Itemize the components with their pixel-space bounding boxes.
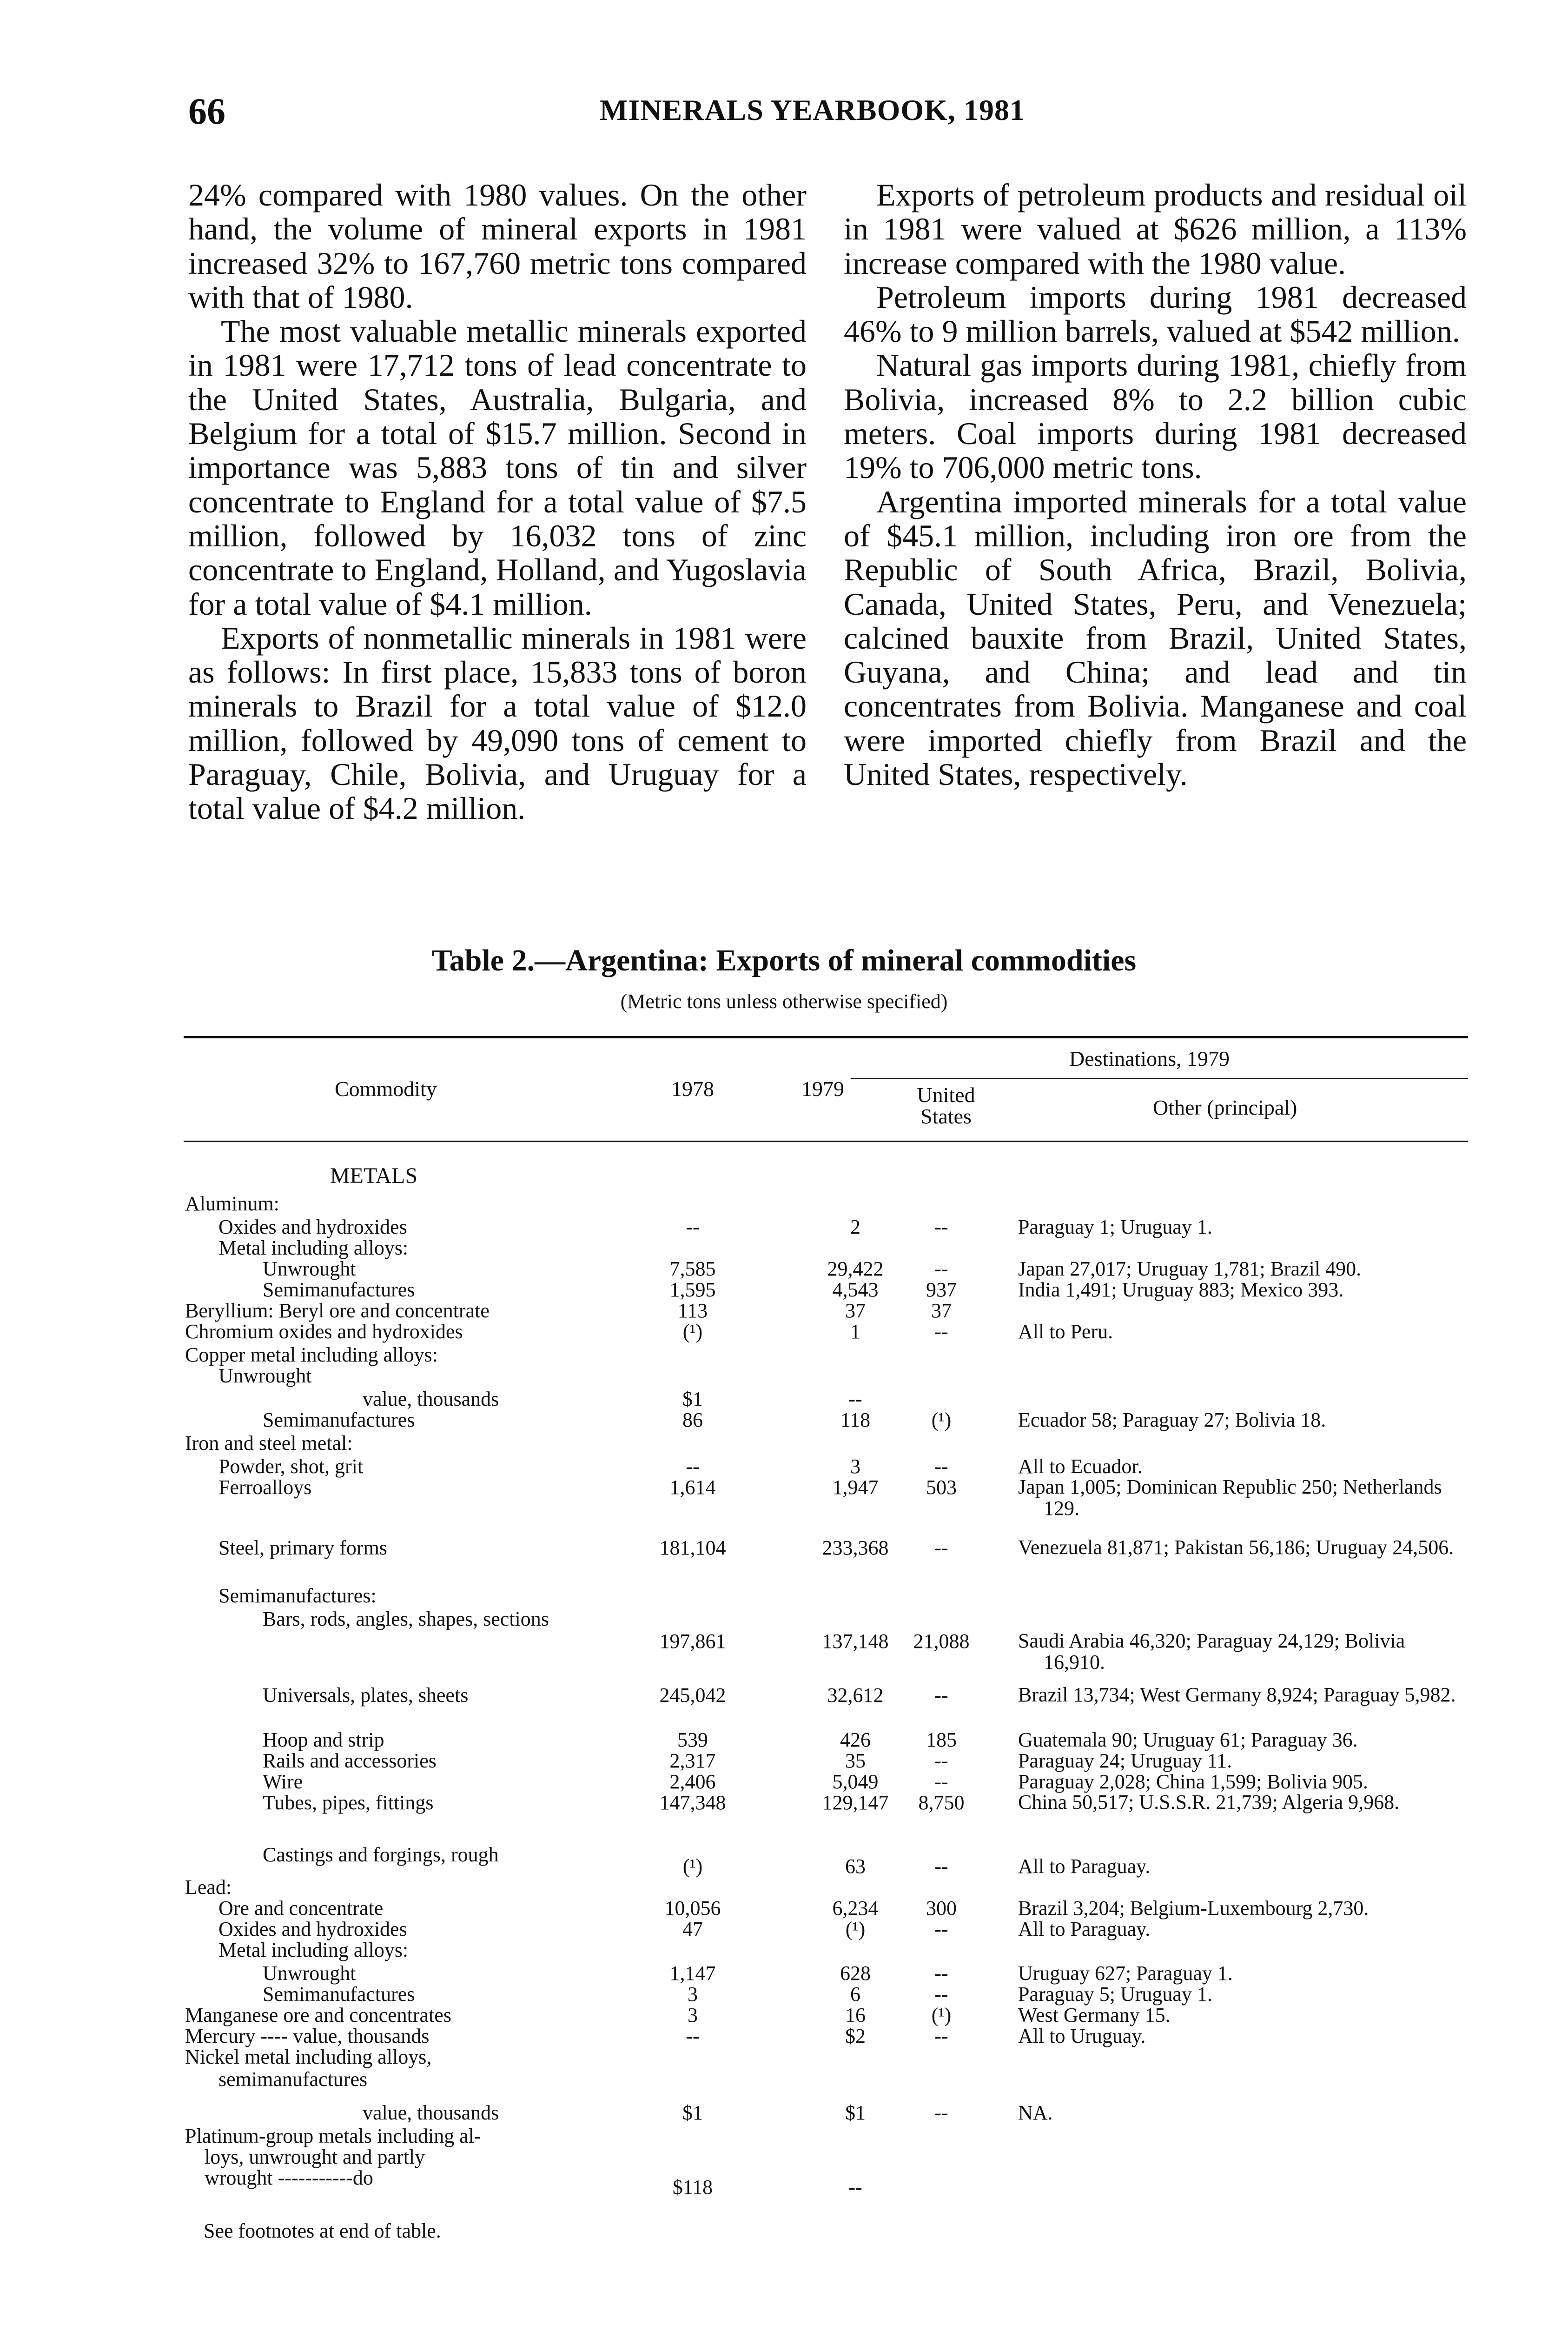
cell-1978: 7,585: [669, 1257, 716, 1280]
cell-other: Guatemala 90; Uruguay 61; Paraguay 36.: [1018, 1728, 1358, 1751]
cell-1978: --: [686, 1455, 700, 1478]
cell-1978: 2,406: [669, 1770, 716, 1793]
header-other-principal: Other (principal): [1153, 1096, 1297, 1119]
table-top-rule: [184, 1036, 1468, 1038]
table-row-label: Iron and steel metal:: [185, 1432, 353, 1455]
cell-united-states: 503: [926, 1476, 957, 1499]
table-row-label: Beryllium: Beryl ore and concentrate: [185, 1299, 490, 1322]
cell-1978: $118: [672, 2176, 713, 2199]
table-row-label: Platinum-group metals including al-: [185, 2125, 481, 2147]
table-row-label: value, thousands: [363, 2101, 499, 2124]
cell-other: Japan 27,017; Uruguay 1,781; Brazil 490.: [1018, 1257, 1362, 1280]
cell-1979: 129,147: [822, 1791, 889, 1814]
cell-united-states: --: [934, 1749, 948, 1772]
table-row-label: Unwrought: [263, 1962, 356, 1985]
table-row-label: Nickel metal including alloys,: [185, 2046, 432, 2068]
cell-1979: 4,543: [832, 1278, 879, 1301]
cell-1979: 3: [850, 1455, 860, 1478]
table-row-label: Semimanufactures:: [218, 1584, 377, 1607]
cell-1979: 1: [850, 1320, 860, 1343]
table-row-label: Unwrought: [218, 1364, 312, 1387]
cell-united-states: --: [934, 2101, 948, 2124]
header-bottom-rule: [184, 1141, 1468, 1142]
cell-other: Paraguay 1; Uruguay 1.: [1018, 1216, 1212, 1238]
cell-1979: 35: [845, 1749, 866, 1772]
cell-1979: --: [848, 1388, 862, 1410]
table-row-label: value, thousands: [363, 1388, 499, 1410]
cell-other: Uruguay 627; Paraguay 1.: [1018, 1962, 1233, 1985]
table-row-label: Mercury ---- value, thousands: [185, 2025, 430, 2047]
cell-united-states: 8,750: [918, 1791, 965, 1814]
header-commodity: Commodity: [335, 1077, 437, 1101]
cell-other: Paraguay 24; Uruguay 11.: [1018, 1749, 1232, 1772]
cell-1978: 147,348: [659, 1791, 726, 1814]
table-row-label: Chromium oxides and hydroxides: [185, 1320, 463, 1343]
cell-united-states: --: [934, 1320, 948, 1343]
table-footnote: See footnotes at end of table.: [204, 2219, 441, 2242]
cell-united-states: 37: [931, 1299, 952, 1322]
cell-united-states: --: [934, 1983, 948, 2006]
running-head: MINERALS YEARBOOK, 1981: [600, 93, 1025, 126]
cell-1979: 37: [845, 1299, 866, 1322]
cell-1979: 5,049: [832, 1770, 879, 1793]
cell-united-states: 300: [926, 1897, 957, 1920]
paragraph: Argentina imported minerals for a total value of $45.1 million, including iron ore from the Republic of South Africa, Brazil, Bolivia, Canada, United States, Peru, and Venezuela; calcined bauxite from Brazil, United States, Guyana, and China; and lead and tin concentrates from Bolivia. Manganese and coal were imported chiefly from Brazil and the United States, respectively.: [844, 484, 1467, 792]
cell-other: All to Uruguay.: [1018, 2025, 1146, 2047]
table-row-label: Steel, primary forms: [218, 1536, 387, 1559]
cell-other: Venezuela 81,871; Pakistan 56,186; Uruguay 24,506.: [1018, 1536, 1454, 1559]
cell-united-states: (¹): [931, 2004, 952, 2026]
paragraph: Exports of petroleum products and residual oil in 1981 were valued at $626 million, a 113% increase compared with the 1980 value.: [844, 177, 1467, 281]
cell-united-states: --: [934, 1918, 948, 1940]
cell-1979: 32,612: [827, 1684, 884, 1707]
table-row-label: Metal including alloys:: [218, 1939, 409, 1961]
header-1979: 1979: [801, 1077, 844, 1101]
cell-united-states: 937: [926, 1278, 957, 1301]
table-row-label: Semimanufactures: [263, 1983, 415, 2006]
cell-1979: (¹): [845, 1918, 866, 1940]
cell-1978: 1,614: [669, 1476, 716, 1499]
cell-other: Paraguay 5; Uruguay 1.: [1018, 1983, 1212, 2006]
cell-1978: 10,056: [664, 1897, 721, 1920]
destinations-rule: [851, 1078, 1468, 1079]
table-subtitle: (Metric tons unless otherwise specified): [620, 990, 948, 1013]
table-row-label: Oxides and hydroxides: [218, 1216, 407, 1238]
cell-1979: 1,947: [832, 1476, 879, 1499]
header-1978: 1978: [671, 1077, 714, 1101]
cell-1979: 426: [840, 1728, 871, 1751]
cell-1979: 63: [845, 1855, 866, 1878]
cell-united-states: --: [934, 1770, 948, 1793]
table-row-label: Bars, rods, angles, shapes, sections: [263, 1608, 549, 1630]
cell-united-states: (¹): [931, 1408, 952, 1431]
cell-other: China 50,517; U.S.S.R. 21,739; Algeria 9,968.: [1018, 1791, 1400, 1814]
left-text-column: [188, 178, 807, 826]
cell-1978: 113: [677, 1299, 708, 1322]
cell-other: Paraguay 2,028; China 1,599; Bolivia 905.: [1018, 1770, 1368, 1793]
table-row-label: wrought -----------do: [205, 2166, 373, 2189]
cell-other: India 1,491; Uruguay 883; Mexico 393.: [1018, 1278, 1344, 1301]
table-row-label: Aluminum:: [185, 1192, 279, 1215]
table-row-label: Ferroalloys: [218, 1476, 312, 1499]
table-row-label: Ore and concentrate: [218, 1897, 384, 1920]
cell-other: All to Peru.: [1018, 1320, 1113, 1343]
table-row-label: Castings and forgings, rough: [263, 1843, 499, 1866]
cell-1979: 118: [840, 1408, 871, 1431]
cell-1979: $1: [845, 2101, 866, 2124]
cell-other: All to Paraguay.: [1018, 1918, 1151, 1940]
cell-1979: 6: [850, 1983, 860, 2006]
table-title: Table 2.—Argentina: Exports of mineral commodities: [431, 943, 1137, 977]
table-row-label: Wire: [263, 1770, 303, 1793]
cell-1979: 29,422: [827, 1257, 884, 1280]
cell-other: Brazil 3,204; Belgium-Luxembourg 2,730.: [1018, 1897, 1369, 1920]
cell-1978: 245,042: [659, 1684, 726, 1707]
cell-1979: 628: [840, 1962, 871, 1985]
cell-1978: 47: [682, 1918, 703, 1940]
section-heading: METALS: [330, 1163, 418, 1188]
cell-united-states: --: [934, 1962, 948, 1985]
cell-1978: --: [686, 1216, 700, 1238]
cell-united-states: 185: [926, 1728, 957, 1751]
cell-1979: 2: [850, 1216, 860, 1238]
table-row-label: Lead:: [185, 1876, 232, 1899]
cell-1978: 1,595: [669, 1278, 716, 1301]
paragraph: Petroleum imports during 1981 decreased 46% to 9 million barrels, valued at $542 million.: [844, 279, 1467, 349]
cell-1979: 233,368: [822, 1536, 889, 1559]
table-row-label: Rails and accessories: [263, 1749, 437, 1772]
table-row-label: Oxides and hydroxides: [218, 1918, 407, 1940]
right-text-column: [844, 178, 1467, 791]
cell-united-states: --: [934, 1257, 948, 1280]
cell-1978: 3: [688, 1983, 698, 2006]
cell-united-states: --: [934, 1536, 948, 1559]
table-row-label: Universals, plates, sheets: [263, 1684, 469, 1707]
cell-1978: 3: [688, 2004, 698, 2026]
cell-united-states: --: [934, 2025, 948, 2047]
cell-1978: $1: [682, 1388, 703, 1410]
cell-1978: --: [686, 2025, 700, 2047]
cell-other: West Germany 15.: [1018, 2004, 1171, 2026]
cell-united-states: --: [934, 1855, 948, 1878]
cell-united-states: --: [934, 1455, 948, 1478]
cell-1978: (¹): [682, 1855, 703, 1878]
cell-other: Saudi Arabia 46,320; Paraguay 24,129; Bolivia 16,910.: [1018, 1629, 1405, 1674]
paragraph: 24% compared with 1980 values. On the other hand, the volume of mineral exports in 1981 increased 32% to 167,760 metric tons compared with that of 1980.: [188, 177, 807, 315]
header-united-states: United States: [917, 1083, 975, 1128]
table-row-label: semimanufactures: [218, 2068, 368, 2091]
table-row-label: Semimanufactures: [263, 1408, 415, 1431]
cell-1979: 16: [845, 2004, 866, 2026]
cell-other: All to Ecuador.: [1018, 1455, 1143, 1478]
paragraph: Natural gas imports during 1981, chiefly from Bolivia, increased 8% to 2.2 billion cubic meters. Coal imports during 1981 decreased 19% to 706,000 metric tons.: [844, 347, 1467, 485]
cell-1979: --: [848, 2176, 862, 2199]
cell-1979: 6,234: [832, 1897, 879, 1920]
table-row-label: Hoop and strip: [263, 1728, 384, 1751]
cell-1979: $2: [845, 2025, 866, 2047]
paragraph: The most valuable metallic minerals exported in 1981 were 17,712 tons of lead concentrate to the United States, Australia, Bulgaria, and Belgium for a total of $15.7 million. Second in importance was 5,883 tons of tin and silver concentrate to England for a total value of $7.5 million, followed by 16,032 tons of zinc concentrate to England, Holland, and Yugoslavia for a total value of $4.1 million.: [188, 313, 807, 622]
page-number: 66: [188, 91, 225, 132]
table-row-label: loys, unwrought and partly: [205, 2146, 425, 2168]
cell-1978: 1,147: [669, 1962, 716, 1985]
cell-1978: (¹): [682, 1320, 703, 1343]
cell-1978: 2,317: [669, 1749, 716, 1772]
cell-united-states: 21,088: [913, 1630, 970, 1653]
table-row-label: Semimanufactures: [263, 1278, 415, 1301]
table-row-label: Copper metal including alloys:: [185, 1343, 438, 1366]
cell-other: NA.: [1018, 2101, 1053, 2124]
cell-1978: 86: [682, 1408, 703, 1431]
cell-1978: 197,861: [659, 1630, 726, 1653]
table-row-label: Tubes, pipes, fittings: [263, 1791, 434, 1814]
table-row-label: Powder, shot, grit: [218, 1455, 364, 1478]
cell-other: All to Paraguay.: [1018, 1855, 1151, 1878]
cell-other: Japan 1,005; Dominican Republic 250; Netherlands 129.: [1018, 1475, 1442, 1520]
cell-other: Ecuador 58; Paraguay 27; Bolivia 18.: [1018, 1408, 1326, 1431]
table-row-label: Manganese ore and concentrates: [185, 2004, 451, 2026]
cell-1978: 539: [677, 1728, 708, 1751]
cell-other: Brazil 13,734; West Germany 8,924; Paraguay 5,982.: [1018, 1683, 1456, 1706]
header-destinations: Destinations, 1979: [1069, 1047, 1230, 1070]
cell-1978: $1: [682, 2101, 703, 2124]
cell-united-states: --: [934, 1216, 948, 1238]
cell-1978: 181,104: [659, 1536, 726, 1559]
paragraph: Exports of nonmetallic minerals in 1981 were as follows: In first place, 15,833 tons of boron minerals to Brazil for a total value of $12.0 million, followed by 49,090 tons of cement to Paraguay, Chile, Bolivia, and Uruguay for a total value of $4.2 million.: [188, 620, 807, 826]
cell-1979: 137,148: [822, 1630, 889, 1653]
table-row-label: Metal including alloys:: [218, 1236, 409, 1259]
cell-united-states: --: [934, 1684, 948, 1707]
table-row-label: Unwrought: [263, 1257, 356, 1280]
